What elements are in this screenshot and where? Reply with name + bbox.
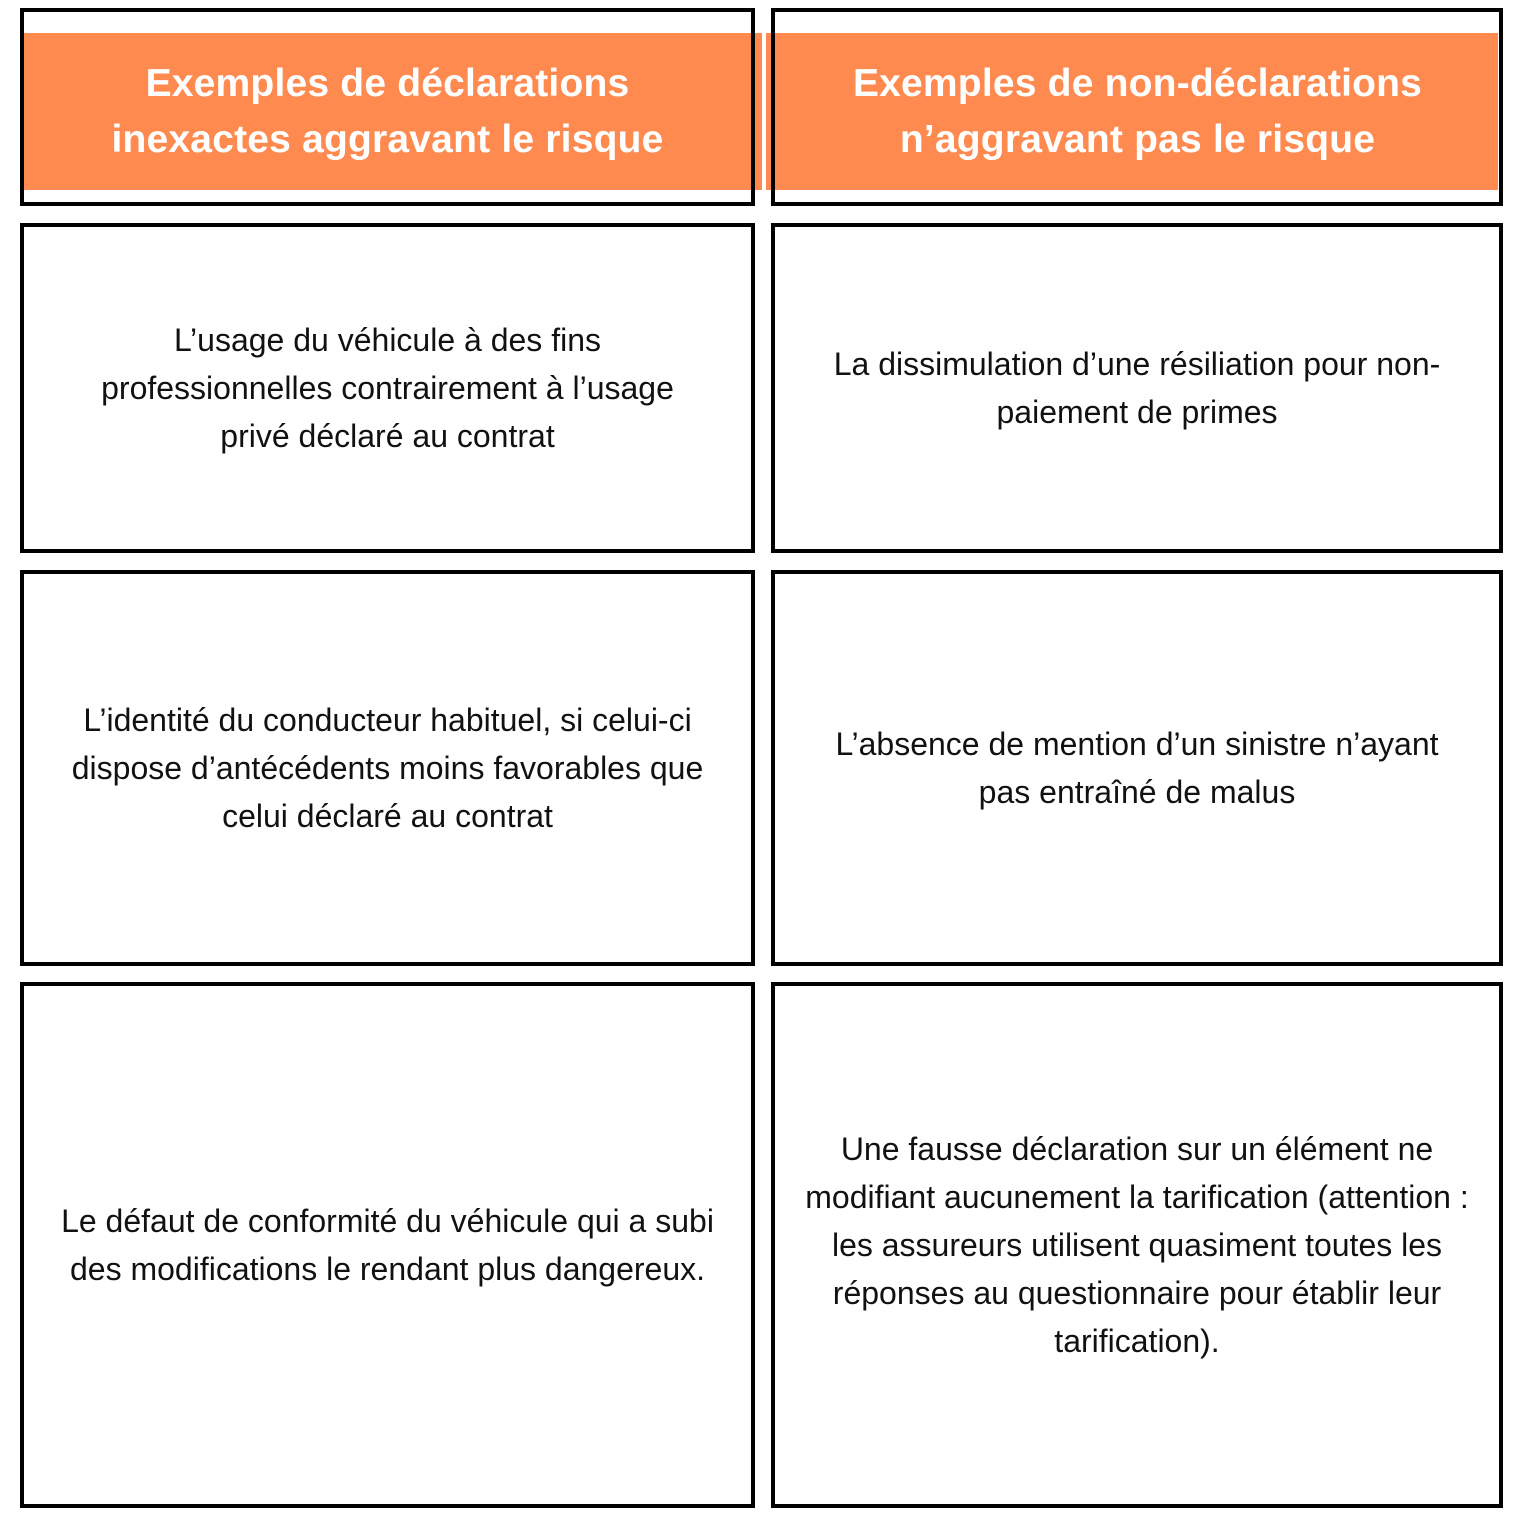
cell-text: Le défaut de conformité du véhicule qui a subi des modifications le rendant plus dangereux.	[61, 1203, 714, 1287]
table-cell-row3-right	[771, 982, 1503, 1508]
table-cell-row1-left	[20, 223, 755, 553]
cell-text: L’absence de mention d’un sinistre n’ayant pas entraîné de malus	[835, 726, 1439, 810]
header-title-left: Exemples de déclarations inexactes aggravant le risque	[111, 61, 664, 161]
cell-text: L’usage du véhicule à des fins professionnelles contrairement à l’usage privé déclaré au contrat	[101, 322, 674, 454]
table-cell-row1-right	[771, 223, 1503, 553]
cell-text: L’identité du conducteur habituel, si celui-ci dispose d’antécédents moins favorables que celui déclaré au contrat	[71, 702, 704, 834]
table-cell-row2-right	[771, 570, 1503, 966]
table-cell-row3-left	[20, 982, 755, 1508]
cell-text: Une fausse déclaration sur un élément ne modifiant aucunement la tarification (attention : les assureurs utilisent quasiment toutes les réponses au questionnaire pour établir leur tarification).	[805, 1131, 1469, 1359]
cell-text: La dissimulation d’une résiliation pour non-paiement de primes	[833, 346, 1441, 430]
header-title-right: Exemples de non-déclarations n’aggravant pas le risque	[852, 61, 1423, 161]
table-cell-row2-left	[20, 570, 755, 966]
